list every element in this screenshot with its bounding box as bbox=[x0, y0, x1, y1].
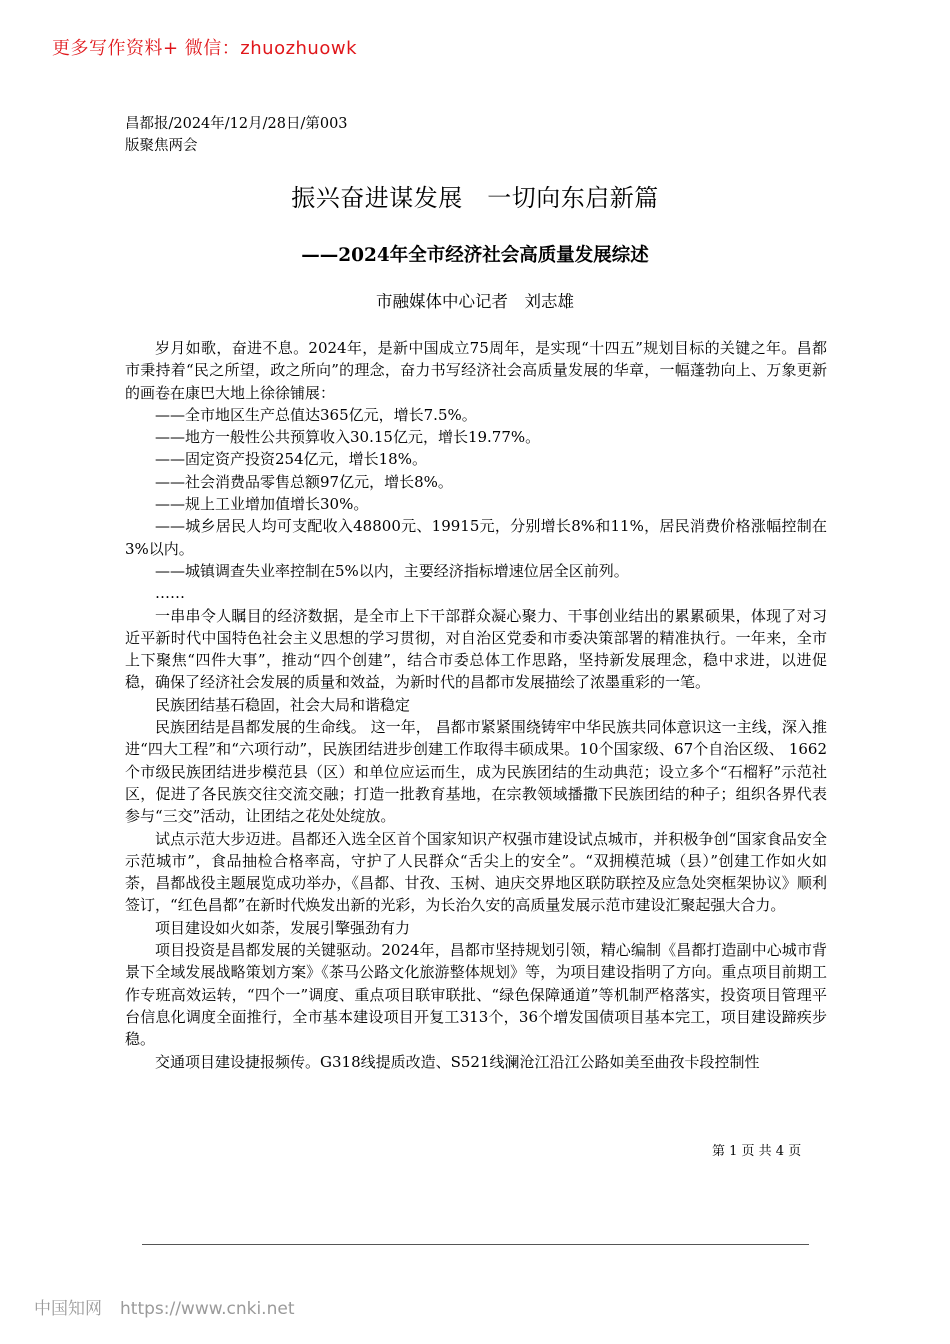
watermark bbox=[34, 1294, 294, 1319]
paragraph: ——全市地区生产总值达365亿元，增长7.5%。 bbox=[155, 405, 477, 424]
source-info bbox=[125, 113, 348, 157]
paragraph: ——固定资产投资254亿元，增长18%。 bbox=[155, 450, 427, 469]
paragraph: 试点示范大步迈进。昌都还入选全区首个国家知识产权强市建设试点城市，并积极争创“国家食品安全示范城市”，食品抽检合格率高，守护了人民群众“舌尖上的安全”。“双拥模范城（县）”创建工作如火如荼，昌都战役主题展览成功举办，《昌都、甘孜、玉树、迪庆交界地区联防联控及应急处突框架协议》顺利签订，“红色昌都”在新时代焕发出新的光彩，为长治久安的高质量发展示范市建设汇聚起强大合力。 bbox=[125, 829, 827, 915]
paragraph: 岁月如歌，奋进不息。2024年，是新中国成立75周年，是实现“十四五”规划目标的关键之年。昌都市秉持着“民之所望，政之所向”的理念，奋力书写经济社会高质量发展的华章，一幅蓬勃向上、万象更新的画卷在康巴大地上徐徐铺展： bbox=[125, 339, 827, 402]
watermark-url: https://www.cnki.net bbox=[120, 1299, 295, 1319]
paragraph: 民族团结是昌都发展的生命线。 这一年， 昌都市紧紧围绕铸牢中华民族共同体意识这一主线，深入推进“四大工程”和“六项行动”，民族团结进步创建工作取得丰硕成果。10个国家级、67个自治区级、 1662个市级民族团结进步模范县（区）和单位应运而生，成为民族团结的生动典范；设立多个“石榴籽”示范社区，促进了各民族交往交流交融；打造一批教育基地，在宗教领域播撒下民族团结的种子；组织各界代表参与“三交”活动，让团结之花处处绽放。 bbox=[125, 718, 827, 826]
paragraph: ——城镇调查失业率控制在5%以内，主要经济指标增速位居全区前列。 bbox=[155, 561, 629, 580]
promo-banner: 更多写作资料+ 微信：zhuozhuowk bbox=[52, 38, 358, 59]
paragraph: 一串串令人瞩目的经济数据，是全市上下干部群众凝心聚力、干事创业结出的累累硕果，体现了对习近平新时代中国特色社会主义思想的学习贯彻，对自治区党委和市委决策部署的精准执行。一年来，全市上下聚焦“四件大事”，推动“四个创建”，结合市委总体工作思路，坚持新发展理念，稳中求进，以进促稳，确保了经济社会发展的质量和效益，为新时代的昌都市发展描绘了浓墨重彩的一笔。 bbox=[125, 606, 827, 692]
article-author: 市融媒体中心记者 刘志雄 bbox=[376, 292, 574, 311]
paragraph: ——规上工业增加值增长30%。 bbox=[155, 495, 369, 514]
article-subtitle: ——2024年全市经济社会高质量发展综述 bbox=[301, 245, 649, 266]
source-line-1: 昌都报/2024年/12月/28日/第003 bbox=[125, 116, 348, 132]
section-heading: 项目建设如火如荼，发展引擎强劲有力 bbox=[155, 918, 411, 937]
paragraph: ——城乡居民人均可支配收入48800元、19915元，分别增长8%和11%，居民消费价格涨幅控制在3%以内。 bbox=[125, 517, 827, 558]
watermark-brand: 中国知网 bbox=[34, 1299, 102, 1319]
paragraph: 交通项目建设捷报频传。G318线提质改造、S521线澜沧江沿江公路如美至曲孜卡段控制性 bbox=[155, 1052, 760, 1071]
source-line-2: 版聚焦两会 bbox=[125, 138, 198, 154]
paragraph: ——地方一般性公共预算收入30.15亿元，增长19.77%。 bbox=[155, 428, 541, 447]
paragraph: 项目投资是昌都发展的关键驱动。2024年，昌都市坚持规划引领，精心编制《昌都打造副中心城市背景下全域发展战略策划方案》《茶马公路文化旅游整体规划》等，为项目建设指明了方向。重点项目前期工作专班高效运转，“四个一”调度、重点项目联审联批、“绿色保障通道”等机制严格落实，投资项目管理平台信息化调度全面推行，全市基本建设项目开复工313个，36个增发国债项目基本完工，项目建设蹄疾步稳。 bbox=[125, 941, 827, 1049]
section-heading: 民族团结基石稳固，社会大局和谐稳定 bbox=[155, 695, 411, 714]
article-title: 振兴奋进谋发展 一切向东启新篇 bbox=[291, 184, 659, 212]
paragraph: ——社会消费品零售总额97亿元，增长8%。 bbox=[155, 472, 453, 491]
paragraph: …… bbox=[155, 584, 185, 603]
footer-divider bbox=[142, 1244, 809, 1245]
article-body bbox=[125, 337, 827, 1073]
page-number: 第 1 页 共 4 页 bbox=[712, 1144, 802, 1159]
